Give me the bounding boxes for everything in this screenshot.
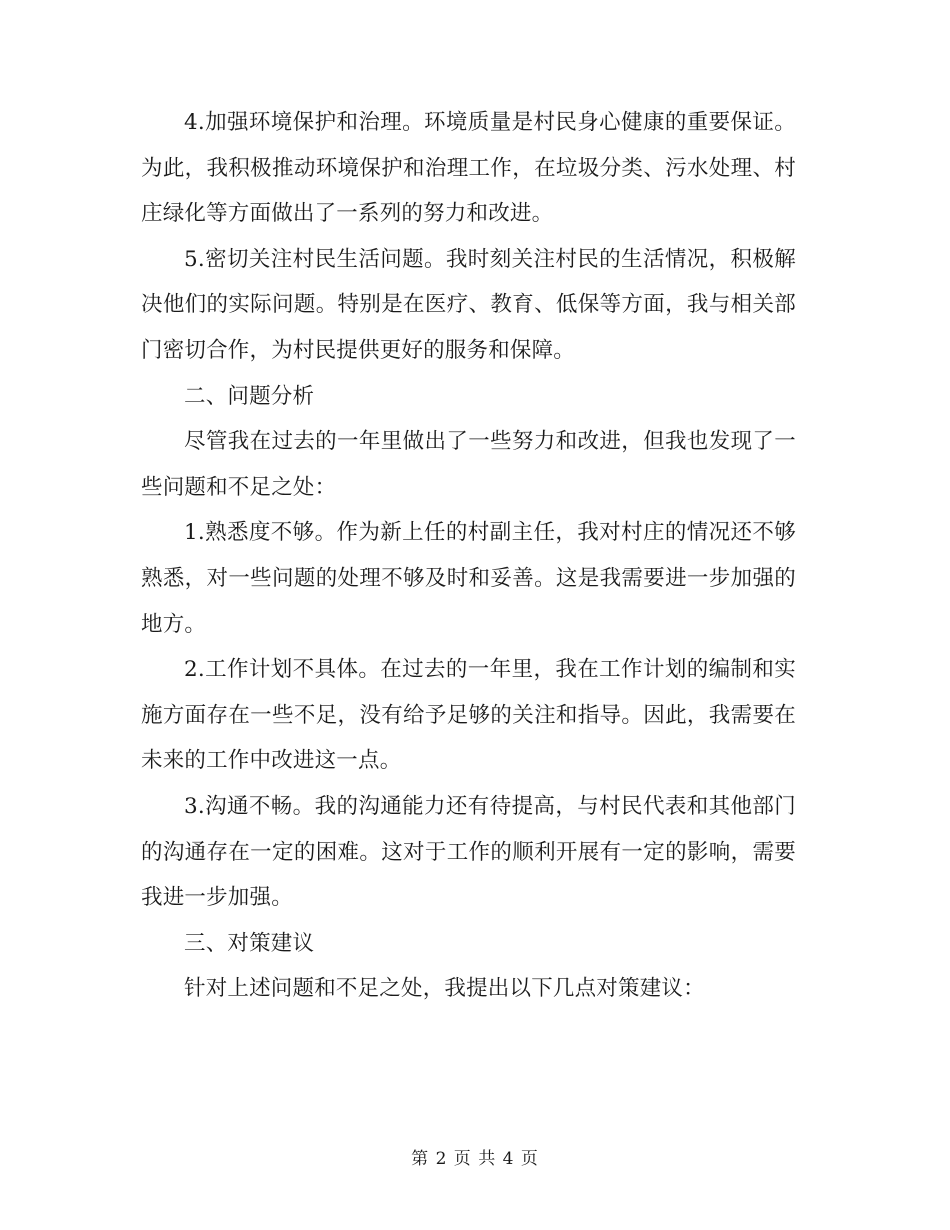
- paragraph-villager-life: 5.密切关注村民生活问题。我时刻关注村民的生活情况，积极解决他们的实际问题。特别是在医疗、教育、低保等方面，我与相关部门密切合作，为村民提供更好的服务和保障。: [141, 246, 796, 363]
- paragraph-problem-familiarity: 1.熟悉度不够。作为新上任的村副主任，我对村庄的情况还不够熟悉，对一些问题的处理不够及时和妥善。这是我需要进一步加强的地方。: [141, 520, 796, 637]
- page-footer: [0, 1145, 950, 1173]
- document-body: [141, 100, 796, 1012]
- paragraph-environment-protection: 4.加强环境保护和治理。环境质量是村民身心健康的重要保证。为此，我积极推动环境保护和治理工作，在垃圾分类、污水处理、村庄绿化等方面做出了一系列的努力和改进。: [141, 110, 796, 227]
- page-number-label: 第 2 页 共 4 页: [411, 1149, 539, 1169]
- paragraph-problem-work-plan: 2.工作计划不具体。在过去的一年里，我在工作计划的编制和实施方面存在一些不足，没有给予足够的关注和指导。因此，我需要在未来的工作中改进这一点。: [141, 657, 796, 774]
- section-heading-problem-analysis: 二、问题分析: [184, 383, 315, 409]
- section-heading-countermeasures: 三、对策建议: [184, 930, 315, 956]
- paragraph-countermeasures-intro: 针对上述问题和不足之处，我提出以下几点对策建议：: [184, 976, 705, 1002]
- paragraph-problem-intro: 尽管我在过去的一年里做出了一些努力和改进，但我也发现了一些问题和不足之处：: [141, 429, 796, 500]
- paragraph-problem-communication: 3.沟通不畅。我的沟通能力还有待提高，与村民代表和其他部门的沟通存在一定的困难。这对于工作的顺利开展有一定的影响，需要我进一步加强。: [141, 793, 796, 911]
